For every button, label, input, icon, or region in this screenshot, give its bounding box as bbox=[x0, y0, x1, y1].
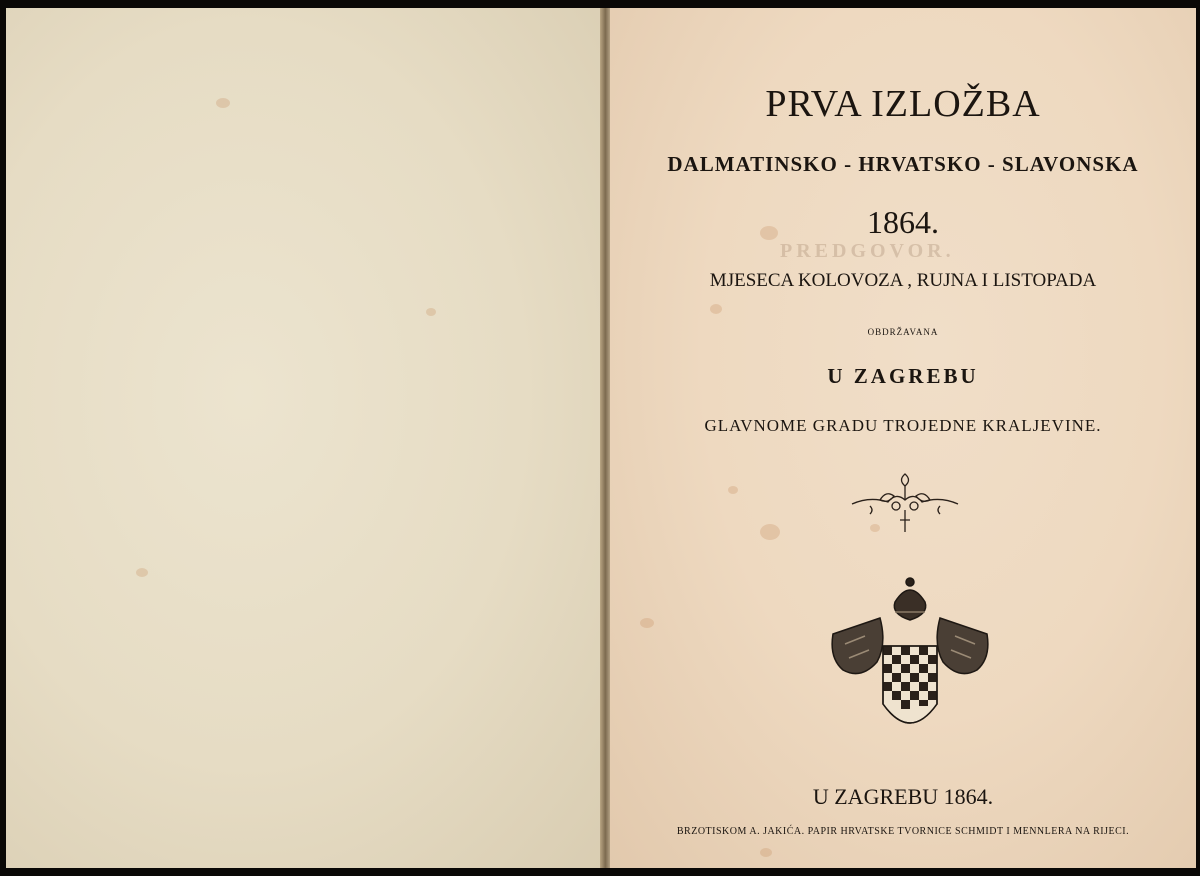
title-page bbox=[610, 8, 1196, 868]
coat-of-arms-icon bbox=[825, 574, 995, 744]
foxing-spot bbox=[710, 304, 722, 314]
foxing-spot bbox=[136, 568, 148, 577]
held-line: OBDRŽAVANA bbox=[867, 327, 939, 337]
foxing-spot bbox=[760, 848, 772, 857]
title-line-2: DALMATINSKO - HRVATSKO - SLAVONSKA bbox=[667, 152, 1139, 176]
location-line: U ZAGREBU bbox=[827, 364, 979, 388]
floral-vignette-icon bbox=[850, 470, 960, 538]
imprint-place: U ZAGREBU 1864. bbox=[812, 784, 994, 809]
title-year: 1864. bbox=[867, 204, 939, 240]
printer-line: BRZOTISKOM A. JAKIĆA. PAPIR HRVATSKE TVORNICE SCHMIDT I MENNLERA NA RIJECI. bbox=[676, 826, 1130, 837]
left-blank-page bbox=[6, 8, 604, 868]
title-line-1: PRVA IZLOŽBA bbox=[765, 83, 1041, 125]
months-line: MJESECA KOLOVOZA , RUJNA I LISTOPADA bbox=[709, 270, 1097, 291]
capital-line: GLAVNOME GRADU TROJEDNE KRALJEVINE. bbox=[704, 416, 1102, 435]
foxing-spot bbox=[216, 98, 230, 108]
foxing-spot bbox=[640, 618, 654, 628]
foxing-spot bbox=[426, 308, 436, 316]
foxing-spot bbox=[728, 486, 738, 494]
bleed-through-text: PREDGOVOR. bbox=[780, 240, 955, 262]
foxing-spot bbox=[760, 524, 780, 540]
